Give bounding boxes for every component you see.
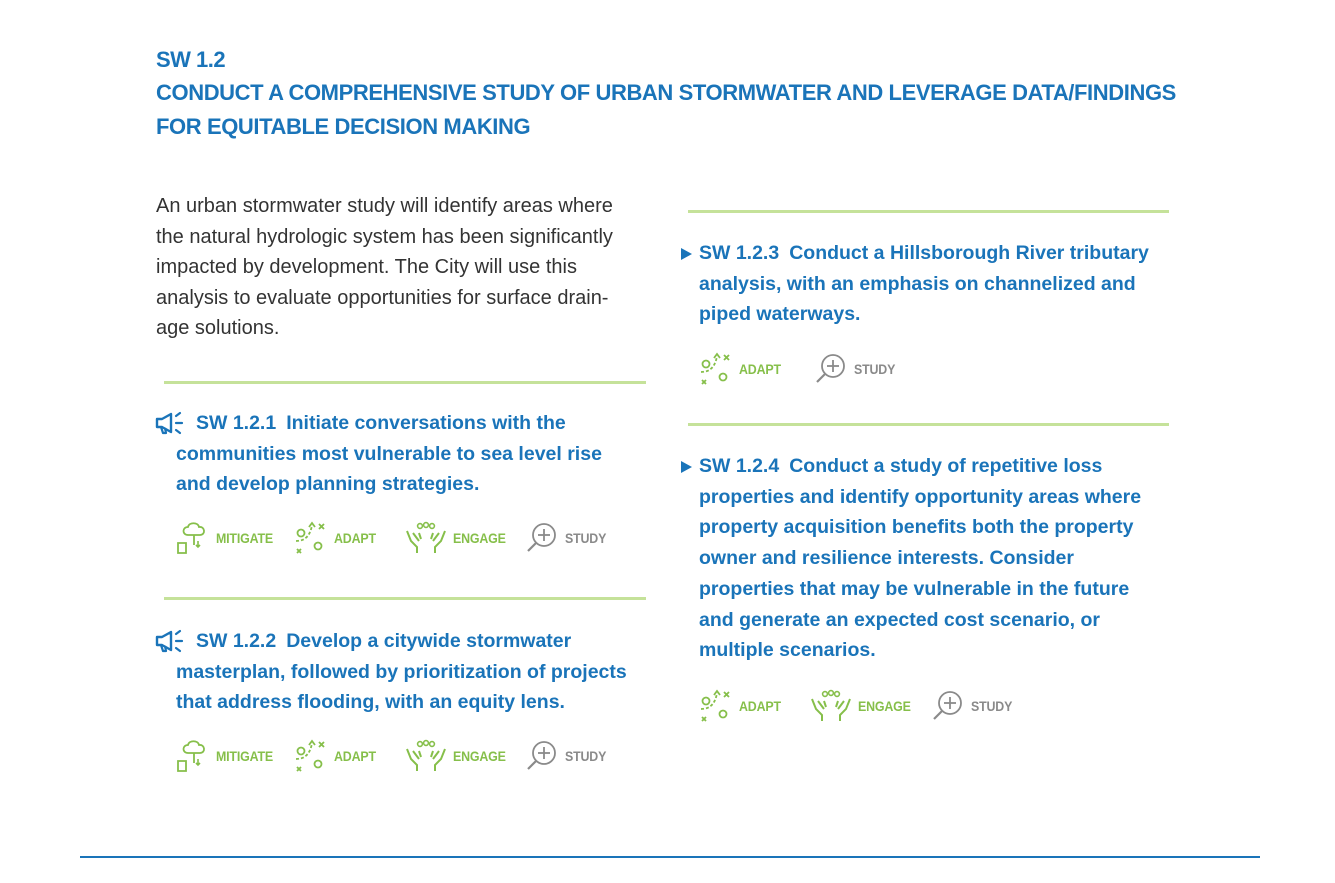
action-code: SW 1.2.1 bbox=[196, 412, 277, 434]
divider-rule bbox=[688, 423, 1169, 426]
tag-engage bbox=[405, 739, 510, 773]
action-sw-1-2-4 bbox=[699, 451, 1141, 666]
tag-mitigate bbox=[176, 521, 278, 555]
mitigate-icon bbox=[176, 739, 210, 773]
tag-label: STUDY bbox=[971, 698, 1013, 714]
action-text-line: and develop planning strategies. bbox=[176, 473, 480, 496]
engage-icon bbox=[405, 521, 447, 555]
action-code: SW 1.2.2 bbox=[196, 630, 277, 652]
action-text-line: properties that may be vulnerable in the future bbox=[699, 577, 1130, 600]
tag-study bbox=[814, 352, 899, 386]
intro-line: age solutions. bbox=[156, 317, 280, 340]
divider-rule bbox=[164, 381, 646, 384]
tag-label: MITIGATE bbox=[216, 530, 273, 546]
tag-study bbox=[931, 689, 1016, 723]
adapt-icon bbox=[292, 739, 328, 773]
divider-rule bbox=[164, 597, 646, 600]
intro-paragraph bbox=[156, 191, 656, 344]
section-header bbox=[156, 46, 1196, 144]
magnifier-plus-icon bbox=[931, 689, 965, 723]
tag-mitigate bbox=[176, 739, 278, 773]
tag-engage bbox=[405, 521, 510, 555]
intro-line: An urban stormwater study will identify areas where bbox=[156, 195, 613, 217]
divider-rule bbox=[688, 210, 1169, 213]
action-text-line: Initiate conversations with the bbox=[286, 412, 566, 434]
action-text-line: piped waterways. bbox=[699, 303, 861, 326]
tag-label: STUDY bbox=[854, 361, 896, 377]
magnifier-plus-icon bbox=[525, 521, 559, 555]
triangle-bullet-icon bbox=[681, 248, 692, 260]
action-text-line: analysis, with an emphasis on channelized and bbox=[699, 272, 1136, 295]
tag-adapt bbox=[697, 689, 785, 723]
section-title-line-1: CONDUCT A COMPREHENSIVE STUDY OF URBAN STORMWATER AND LEVERAGE DATA/FINDINGS bbox=[156, 80, 1176, 105]
tag-label: ENGAGE bbox=[453, 748, 506, 764]
action-code: SW 1.2.4 bbox=[699, 455, 780, 477]
intro-line: impacted by development. The City will use this bbox=[156, 256, 577, 279]
tag-study bbox=[525, 739, 610, 773]
action-text-line: and generate an expected cost scenario, or bbox=[699, 608, 1100, 631]
adapt-icon bbox=[697, 352, 733, 386]
intro-line: analysis to evaluate opportunities for surface drain- bbox=[156, 286, 609, 309]
action-text-line: masterplan, followed by prioritization of projects bbox=[176, 660, 627, 683]
page-bottom-rule bbox=[80, 856, 1260, 858]
action-text-line: that address flooding, with an equity lens. bbox=[176, 691, 565, 714]
triangle-bullet-icon bbox=[681, 461, 692, 473]
mitigate-icon bbox=[176, 521, 210, 555]
tag-label: ADAPT bbox=[739, 361, 781, 377]
tag-engage bbox=[810, 689, 915, 723]
action-text-line: owner and resilience interests. Consider bbox=[699, 547, 1074, 570]
action-text-line: multiple scenarios. bbox=[699, 639, 876, 662]
magnifier-plus-icon bbox=[525, 739, 559, 773]
tag-adapt bbox=[697, 352, 785, 386]
tag-label: STUDY bbox=[565, 748, 607, 764]
action-text-line: property acquisition benefits both the property bbox=[699, 516, 1134, 539]
tag-label: ADAPT bbox=[334, 748, 376, 764]
tag-adapt bbox=[292, 521, 380, 555]
engage-icon bbox=[810, 689, 852, 723]
action-text-line: Conduct a Hillsborough River tributary bbox=[789, 242, 1149, 264]
action-sw-1-2-3 bbox=[699, 238, 1149, 330]
tag-label: ADAPT bbox=[739, 698, 781, 714]
action-sw-1-2-1 bbox=[176, 408, 602, 500]
action-text-line: Conduct a study of repetitive loss bbox=[789, 455, 1103, 477]
action-text-line: properties and identify opportunity areas where bbox=[699, 485, 1142, 508]
adapt-icon bbox=[697, 689, 733, 723]
engage-icon bbox=[405, 739, 447, 773]
action-text-line: communities most vulnerable to sea level rise bbox=[176, 442, 602, 465]
tag-label: ADAPT bbox=[334, 530, 376, 546]
intro-line: the natural hydrologic system has been significantly bbox=[156, 225, 613, 248]
tag-label: ENGAGE bbox=[858, 698, 911, 714]
tag-study bbox=[525, 521, 610, 555]
tag-label: MITIGATE bbox=[216, 748, 273, 764]
action-sw-1-2-2 bbox=[176, 626, 627, 718]
tag-label: ENGAGE bbox=[453, 530, 506, 546]
tag-label: STUDY bbox=[565, 530, 607, 546]
adapt-icon bbox=[292, 521, 328, 555]
action-code: SW 1.2.3 bbox=[699, 242, 780, 264]
section-title-line-2: FOR EQUITABLE DECISION MAKING bbox=[156, 114, 531, 139]
tag-adapt bbox=[292, 739, 380, 773]
action-text-line: Develop a citywide stormwater bbox=[286, 630, 572, 652]
section-code: SW 1.2 bbox=[156, 47, 226, 72]
magnifier-plus-icon bbox=[814, 352, 848, 386]
